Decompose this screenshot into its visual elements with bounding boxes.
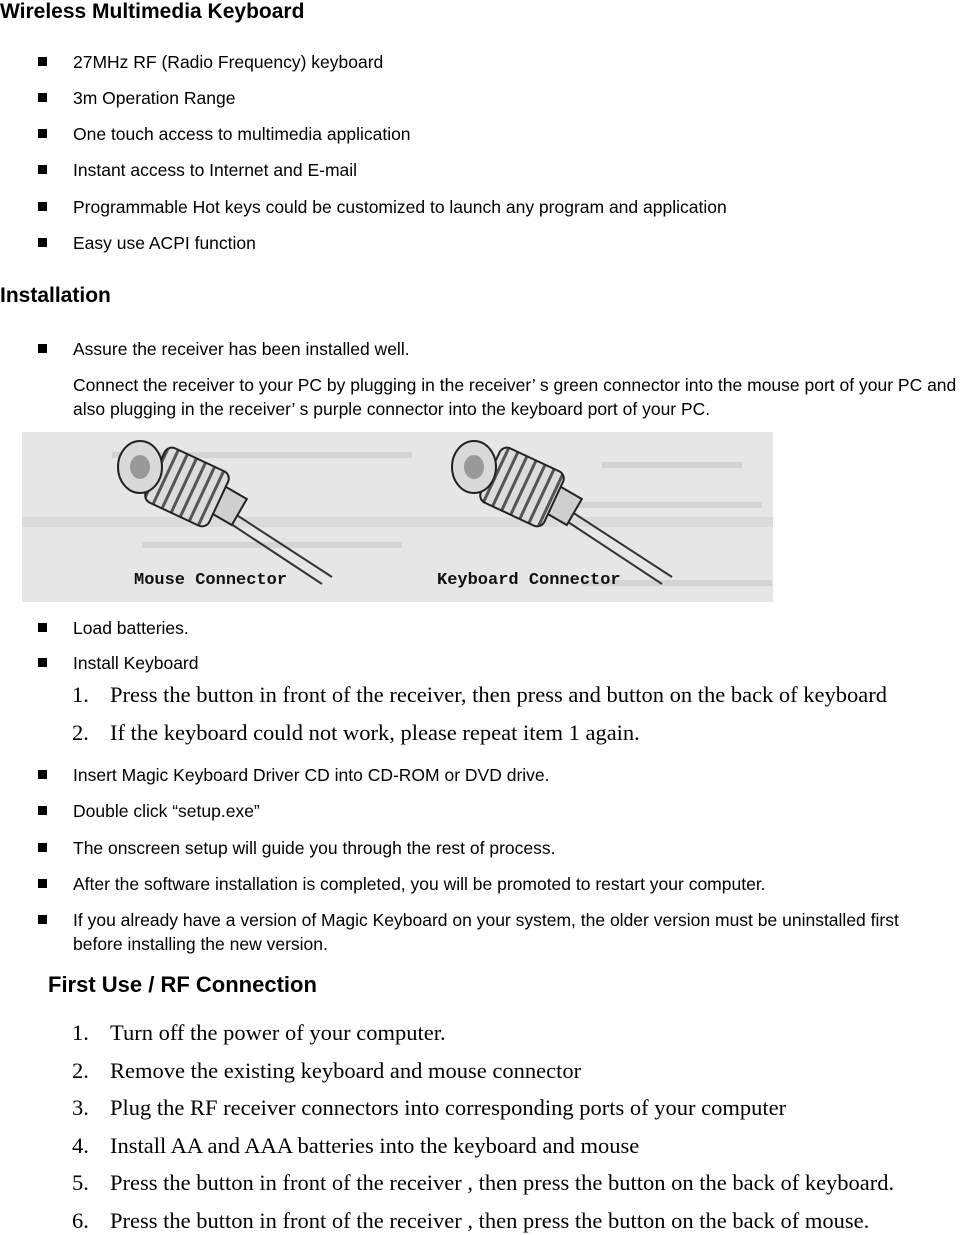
bullet-square-icon: [38, 658, 47, 667]
install-sub-step: 2. If the keyboard could not work, please repeat item 1 again.: [72, 720, 640, 745]
install-sub-step: 1. Press the button in front of the receiver, then press and button on the back of keyboard: [72, 682, 888, 707]
install-step: Load batteries.: [38, 616, 938, 640]
bullet-square-icon: [38, 93, 47, 102]
keyboard-connector-label: Keyboard Connector: [437, 571, 621, 590]
bullet-square-icon: [38, 238, 47, 247]
bullet-square-icon: [38, 202, 47, 211]
bullet-square-icon: [38, 623, 47, 632]
install-step: If you already have a version of Magic Keyboard on your system, the older version must be uninstalled first before installing the new version.: [38, 908, 938, 956]
bullet-square-icon: [38, 770, 47, 779]
install-step: Insert Magic Keyboard Driver CD into CD-ROM or DVD drive.: [38, 763, 938, 787]
bullet-square-icon: [38, 57, 47, 66]
bullet-square-icon: [38, 165, 47, 174]
feature-item: Programmable Hot keys could be customized to launch any program and application: [38, 195, 938, 219]
install-step: Assure the receiver has been installed well.: [38, 337, 938, 361]
installation-heading: Installation: [0, 284, 111, 307]
page-title: Wireless Multimedia Keyboard: [0, 0, 305, 23]
feature-item: 3m Operation Range: [38, 86, 938, 110]
first-use-step: 4. Install AA and AAA batteries into the keyboard and mouse: [72, 1133, 640, 1158]
bullet-square-icon: [38, 879, 47, 888]
connector-illustration: [22, 432, 773, 602]
install-step: After the software installation is completed, you will be promoted to restart your computer.: [38, 872, 938, 896]
first-use-step: 6. Press the button in front of the receiver , then press the button on the back of mouse.: [72, 1208, 870, 1233]
connector-photo: [22, 432, 773, 602]
bullet-square-icon: [38, 344, 47, 353]
first-use-heading: First Use / RF Connection: [48, 972, 317, 997]
bullet-square-icon: [38, 843, 47, 852]
feature-item: One touch access to multimedia application: [38, 122, 938, 146]
first-use-step: 3. Plug the RF receiver connectors into corresponding ports of your computer: [72, 1095, 787, 1120]
first-use-step: 5. Press the button in front of the receiver , then press the button on the back of keyboard.: [72, 1170, 895, 1195]
install-step: Double click “setup.exe”: [38, 799, 938, 823]
first-use-step: 1. Turn off the power of your computer.: [72, 1020, 446, 1045]
first-use-step: 2. Remove the existing keyboard and mouse connector: [72, 1058, 582, 1083]
bullet-square-icon: [38, 915, 47, 924]
mouse-connector-label: Mouse Connector: [134, 571, 288, 590]
feature-item: Easy use ACPI function: [38, 231, 938, 255]
install-step: The onscreen setup will guide you through the rest of process.: [38, 836, 938, 860]
feature-item: Instant access to Internet and E-mail: [38, 158, 938, 182]
bullet-square-icon: [38, 129, 47, 138]
install-step: Install Keyboard: [38, 651, 938, 675]
install-step-detail: Connect the receiver to your PC by plugging in the receiver’ s green connector into the mouse port of your PC and also plugging in the receiver’ s purple connector into the keyboard port of your PC.: [73, 375, 957, 419]
bullet-square-icon: [38, 806, 47, 815]
mouse-connector-drawing: [118, 441, 332, 584]
feature-item: 27MHz RF (Radio Frequency) keyboard: [38, 50, 938, 74]
